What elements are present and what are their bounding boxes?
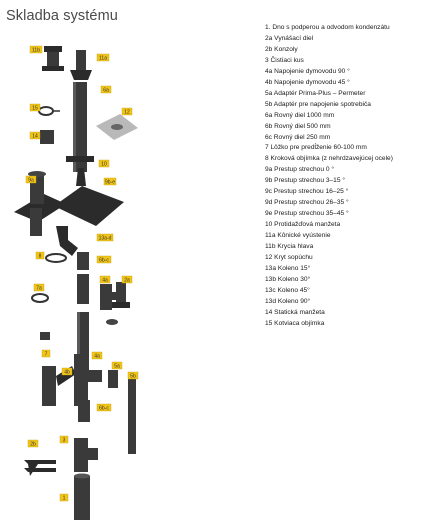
cone-outlet-part [70,50,92,80]
step-clamp-part [46,254,66,262]
base-with-condensate-drain [74,474,90,521]
legend-item: 6b Rovný diel 500 mm [265,122,331,130]
tag-11b: 11b [32,47,40,54]
main-pipe-stack [66,82,94,172]
parts-legend [265,23,393,330]
tag-9a: 9a [28,177,34,184]
legend-item: 9d Prestup strechou 26–35 ° [265,199,349,207]
tag-6b-c-lower: 6b-c [99,405,109,412]
legend-item: 11a Kônické vyústenie [265,232,331,240]
legend-item: 9b Prestup strechou 3–15 ° [265,177,345,185]
cleaning-piece-part [74,438,98,472]
tag-11a: 11a [99,55,107,62]
tag-6b-c: 6b-c [99,257,109,264]
legend-item: 10 Protidažďová manžeta [265,221,341,229]
tag-6a: 6a [103,87,109,94]
page-title: Skladba systému [6,8,118,24]
legend-item: 5b Adaptér pre napojenie spotrebiča [265,100,371,108]
legend-item: 1. Dno s podperou a odvodom kondenzátu [265,24,390,31]
legend-item: 6a Rovný diel 1000 mm [265,111,335,119]
adapter-5b [128,374,136,454]
tag-9b-e: 9b-e [104,179,116,186]
legend-item: 2a Vynášací diel [265,34,314,42]
legend-item: 2b Konzoly [265,45,298,53]
legend-item: 13b Koleno 30° [265,275,311,283]
elbow-part [56,226,78,256]
legend-item: 13d Koleno 90° [265,297,311,305]
legend-item: 4b Napojenie dymovodu 45 ° [265,78,350,86]
tag-2b: 2b [30,441,36,448]
legend-item: 7 Lôžko pre predĺženie 60-100 mm [265,144,367,152]
tag-5b: 5b [130,373,136,380]
static-collar-part [40,130,54,144]
adapter-5a [108,370,118,388]
tag-12: 12 [124,109,130,116]
tag-4a-lower: 4a [94,353,100,360]
legend-item: 9a Prestup strechou 0 ° [265,166,334,174]
legend-item: 14 Statická manžeta [265,308,325,316]
wall-brackets-part [24,460,56,476]
tag-7: 7 [44,351,48,358]
system-assembly-diagram [0,36,250,528]
tag-1: 1 [62,495,66,502]
tag-4a-upper: 4a [102,277,108,284]
tag-3: 3 [62,437,66,444]
legend-item: 9e Prestup strechou 35–45 ° [265,210,349,218]
tee-connector-90 [74,354,102,406]
tag-15: 15 [32,105,38,112]
tag-13a-d: 13a-d [98,235,112,242]
tag-4b: 4b [64,369,70,376]
legend-item: 4a Napojenie dymovodu 90 ° [265,67,350,75]
legend-item: 8 Kroková objímka (z nehrdzavejúcej ocele) [265,155,393,163]
tag-7a: 7a [36,285,42,292]
tag-5a: 5a [114,363,120,370]
legend-item: 11b Krycia hlava [265,243,314,251]
legend-item: 13c Koleno 45° [265,286,310,294]
roof-flashing-9b-e [54,168,124,226]
rain-cap-part [42,46,64,71]
legend-item: 6c Rovný diel 250 mm [265,133,331,141]
tag-8: 8 [38,253,42,260]
legend-item: 9c Prestup strechou 16–25 ° [265,188,349,196]
legend-item: 5a Adaptér Prima-Plus – Permeter [265,89,366,97]
legend-item: 13a Koleno 15° [265,264,311,272]
legend-item: 15 Kotviaca objímka [265,319,325,327]
tag-10: 10 [101,161,107,168]
anchor-clamp-part [39,107,60,115]
legend-item: 12 Kryt sopúchu [265,254,313,262]
legend-item: 3 Čistiaci kus [265,56,304,64]
tag-14: 14 [32,133,38,140]
tag-2a: 2a [124,277,130,284]
